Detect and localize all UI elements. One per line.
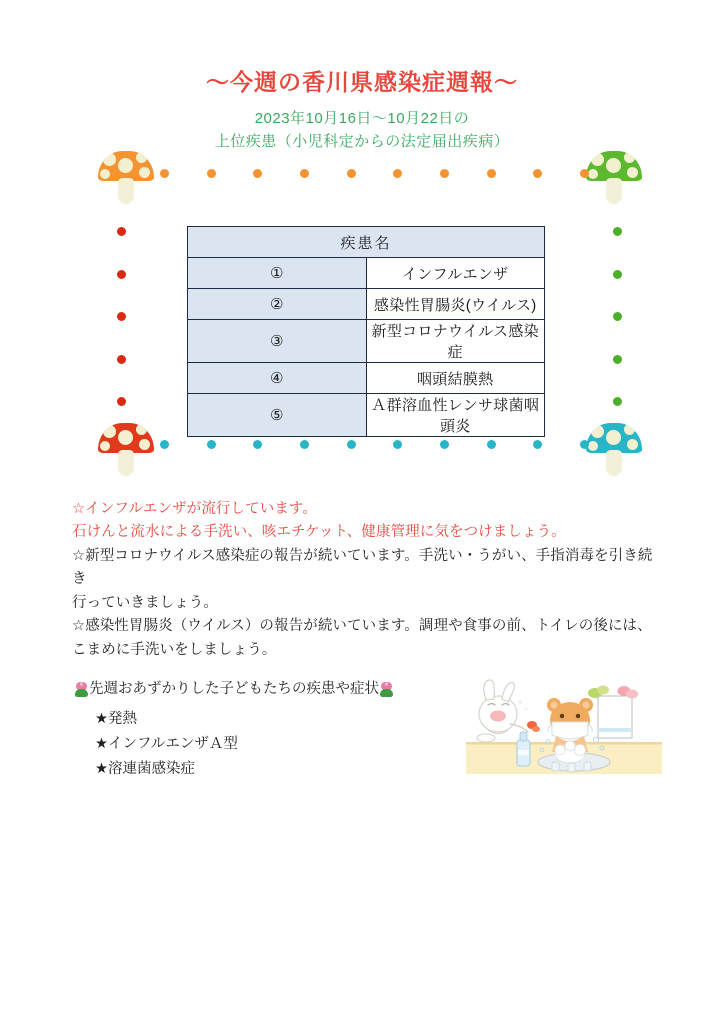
- disease-name-cell: 新型コロナウイルス感染症: [366, 320, 545, 363]
- symptom-item: ★溶連菌感染症: [95, 760, 195, 777]
- decor-dot: [117, 355, 126, 364]
- decor-dot: [613, 227, 622, 236]
- decor-dot: [613, 397, 622, 406]
- decor-dot: [613, 312, 622, 321]
- decor-dot: [207, 169, 216, 178]
- decor-dot: [440, 440, 449, 449]
- symptoms-section: [75, 679, 455, 782]
- decor-dot: [347, 440, 356, 449]
- rank-cell: ①: [188, 258, 367, 289]
- disease-name-cell: Ａ群溶血性レンサ球菌咽頭炎: [366, 394, 545, 437]
- symptoms-title: [75, 679, 455, 701]
- dot-border-top: [160, 169, 580, 179]
- decor-dot: [613, 355, 622, 364]
- table-header-cell: 疾患名: [188, 227, 545, 258]
- tulip-icon-left: [75, 682, 88, 697]
- subtitle-line-1: 2023年10月16日〜10月22日の: [254, 109, 470, 127]
- table-row: [188, 394, 545, 437]
- symptoms-list: [75, 707, 455, 782]
- decor-dot: [580, 440, 589, 449]
- dot-border-bottom: [160, 440, 580, 450]
- decor-dot: [393, 440, 402, 449]
- table-row: [188, 258, 545, 289]
- decor-dot: [117, 227, 126, 236]
- decor-dot: [393, 169, 402, 178]
- decor-dot: [533, 440, 542, 449]
- page-title: 〜今週の香川県感染症週報〜: [206, 69, 518, 95]
- symptom-item: ★発熱: [95, 710, 137, 727]
- rank-cell: ④: [188, 363, 367, 394]
- note-line: 石けんと流水による手洗い、咳エチケット、健康管理に気をつけましょう。: [72, 524, 566, 541]
- disease-name-cell: 感染性胃腸炎(ウイルス): [366, 289, 545, 320]
- note-line: 行っていきましょう。: [72, 594, 218, 611]
- decor-dot: [160, 440, 169, 449]
- notes-section: [72, 498, 662, 662]
- dot-border-left: [117, 227, 127, 397]
- decor-dot: [347, 169, 356, 178]
- decor-dot: [160, 169, 169, 178]
- rank-cell: ⑤: [188, 394, 367, 437]
- decor-dot: [207, 440, 216, 449]
- table-row: [188, 320, 545, 363]
- mushroom-icon-bottom-left: [95, 417, 157, 479]
- dot-border-right: [613, 227, 623, 397]
- note-line: ☆新型コロナウイルス感染症の報告が続いています。手洗い・うがい、手指消毒を引き続き: [72, 547, 653, 588]
- note-line: ☆感染性胃腸炎（ウイルス）の報告が続いています。調理や食事の前、トイレの後には、: [72, 618, 652, 635]
- decor-dot: [253, 440, 262, 449]
- decor-dot: [117, 397, 126, 406]
- table-header-row: [188, 227, 545, 258]
- disease-ranking-table: [187, 226, 545, 437]
- handwashing-illustration: [464, 676, 664, 776]
- decor-dot: [253, 169, 262, 178]
- symptoms-title-text: 先週おあずかりした子どもたちの疾患や症状: [89, 681, 379, 697]
- decor-dot: [300, 440, 309, 449]
- decor-dot: [440, 169, 449, 178]
- decor-dot: [613, 270, 622, 279]
- decor-dot: [487, 440, 496, 449]
- decor-dot: [487, 169, 496, 178]
- mushroom-icon-top-left: [95, 145, 157, 207]
- subtitle-line-2: 上位疾患（小児科定からの法定届出疾病）: [214, 133, 510, 150]
- table-row: [188, 363, 545, 394]
- note-line: こまめに手洗いをしましょう。: [72, 641, 277, 658]
- decor-dot: [533, 169, 542, 178]
- table-row: [188, 289, 545, 320]
- mushroom-icon-bottom-right: [583, 417, 645, 479]
- mushroom-icon-top-right: [583, 145, 645, 207]
- decor-dot: [117, 270, 126, 279]
- decor-dot: [117, 312, 126, 321]
- note-line: ☆インフルエンザが流行しています。: [72, 501, 317, 517]
- decor-dot: [580, 169, 589, 178]
- disease-name-cell: 咽頭結膜熱: [366, 363, 545, 394]
- rank-cell: ③: [188, 320, 367, 363]
- tulip-icon-right: [380, 682, 393, 697]
- table-body: [188, 258, 545, 437]
- document-header: [0, 68, 724, 153]
- rank-cell: ②: [188, 289, 367, 320]
- disease-name-cell: インフルエンザ: [366, 258, 545, 289]
- decor-dot: [300, 169, 309, 178]
- symptom-item: ★インフルエンザＡ型: [95, 735, 238, 752]
